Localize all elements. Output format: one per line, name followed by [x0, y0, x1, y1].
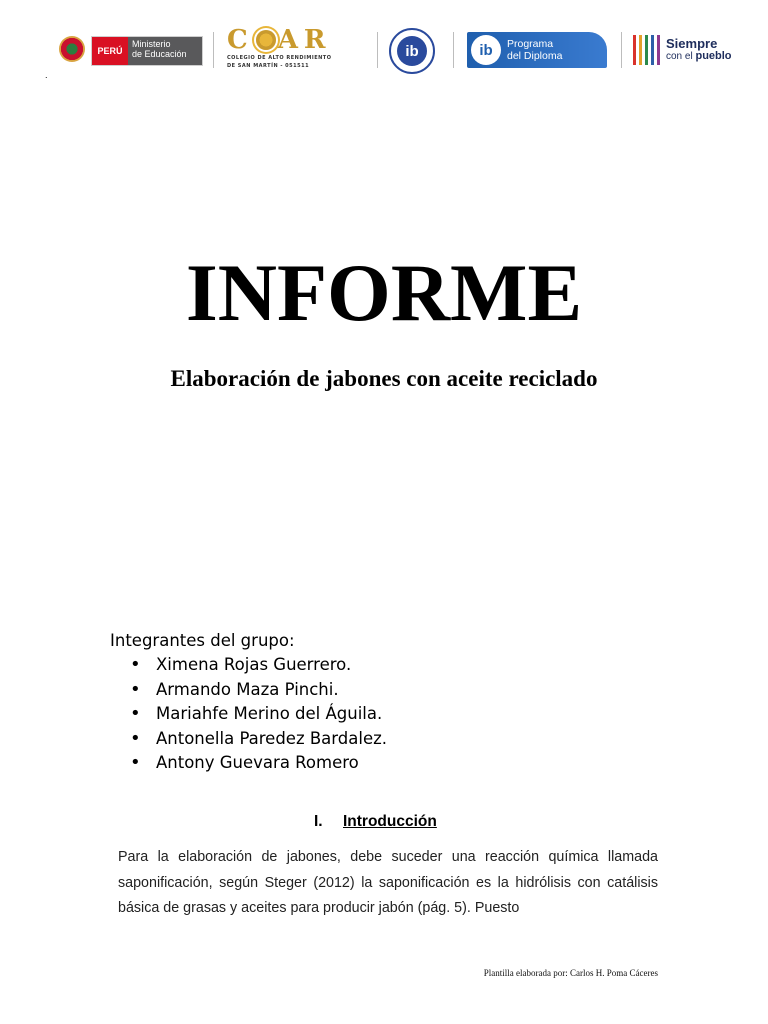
siempre-sub [666, 50, 732, 63]
ministry-label-line-2: de Educación [132, 49, 187, 59]
siempre-sub-prefix: con el [666, 50, 696, 62]
list-item [130, 727, 387, 752]
siempre-sub-bold: pueblo [695, 49, 732, 62]
list-item [130, 653, 387, 678]
page-title: INFORME [185, 247, 583, 338]
logo-divider [213, 32, 214, 68]
members-label: Integrantes del grupo: [110, 631, 295, 650]
coar-wordmark-right: AR [277, 25, 332, 55]
ib-diploma-line-2: del Diploma [507, 50, 563, 62]
ib-seal-mark: ib [397, 36, 427, 66]
template-credit: Plantilla elaborada por: Carlos H. Poma Cáceres [483, 968, 658, 978]
ib-seal-logo [389, 28, 435, 74]
ib-diploma-line-1: Programa [507, 38, 554, 50]
member-name: Antony Guevara Romero [156, 753, 359, 772]
ministry-label [128, 37, 202, 65]
coar-subtitle-1: COLEGIO DE ALTO RENDIMIENTO [227, 55, 332, 61]
member-name: Armando Maza Pinchi. [156, 679, 339, 699]
coar-subtitle-2: DE SAN MARTÍN - 051511 [227, 63, 310, 69]
logo-divider [621, 32, 622, 68]
coar-wordmark-left: C [227, 25, 254, 55]
siempre-text [666, 35, 732, 63]
ministry-label-line-1: Ministerio [132, 39, 171, 49]
ib-diploma-logo [467, 32, 607, 68]
national-shield-logo [59, 36, 85, 62]
minedu-logo [91, 36, 203, 66]
logo-header [55, 22, 735, 78]
list-item [130, 702, 387, 727]
ib-diploma-text [507, 38, 562, 62]
logo-divider [377, 32, 378, 68]
member-name: Antonella Paredez Bardalez. [156, 728, 388, 748]
list-item [130, 751, 387, 776]
member-name: Mariahfe Merino del Águila. [156, 704, 383, 723]
stripes-icon [633, 35, 660, 65]
peru-label: PERÚ [92, 37, 128, 65]
members-list [130, 653, 387, 776]
bullet-icon: • [130, 703, 141, 724]
bullet-icon: • [130, 654, 141, 675]
page-subtitle: Elaboración de jabones con aceite reciclado [170, 366, 598, 391]
bullet-icon: • [130, 678, 141, 700]
section-title: Introducción [343, 813, 437, 830]
intro-paragraph: Para la elaboración de jabones, debe suceder una reacción química llamada saponificación, según Steger (2012) la saponificación es la hidrólisis con catálisis básica de grasas y aceites para producir jabón (pág. 5). Puesto [118, 849, 658, 916]
coar-logo [227, 26, 363, 70]
section-number: I. [314, 813, 323, 830]
siempre-main: Siempre [666, 35, 718, 51]
siempre-con-el-pueblo-logo [633, 32, 735, 68]
member-name: Ximena Rojas Guerrero. [156, 655, 352, 674]
coar-wordmark [227, 26, 363, 54]
logo-divider [453, 32, 454, 68]
bullet-icon: • [130, 752, 141, 773]
ib-diploma-mark: ib [471, 35, 501, 65]
sun-icon [256, 30, 276, 50]
stray-mark: . [45, 70, 48, 80]
list-item [130, 678, 387, 703]
section-heading [314, 812, 437, 832]
bullet-icon: • [130, 727, 141, 749]
